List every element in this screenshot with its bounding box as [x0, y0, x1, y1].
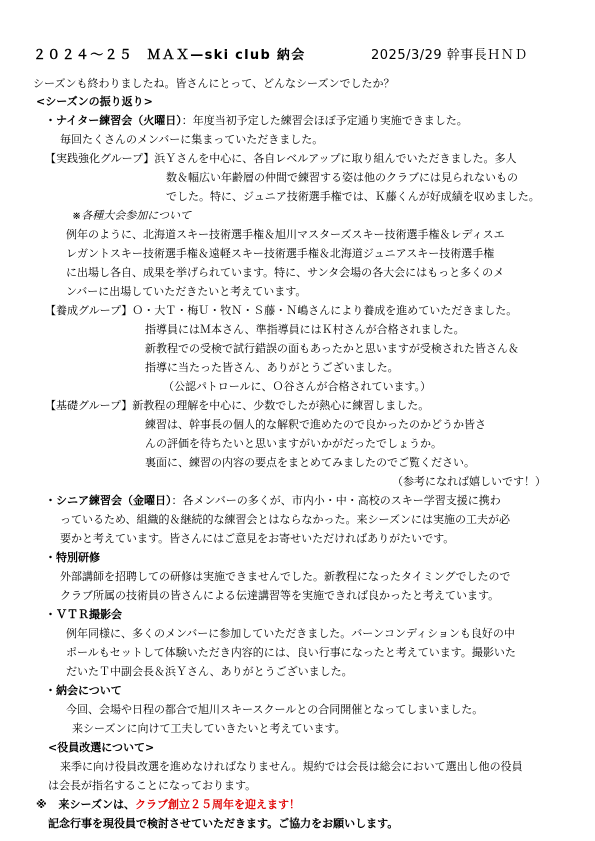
tournament-text-4: ンバーに出場していただきたいと考えています。	[66, 285, 307, 298]
senior-text-2: っているため、組織的＆継続的な練習会とはならなかった。来シーズンには実施の工夫が必	[60, 513, 511, 526]
party-text-2: 来シーズンに向けて工夫していきたいと考えています。	[72, 722, 346, 735]
basic-label: 【基礎グループ】	[45, 399, 133, 412]
date-author: 2025/3/29 幹事長ＨＮＤ	[371, 48, 528, 63]
basic-text-5: （参考になれば嬉しいです！）	[392, 475, 546, 488]
practical-text: 浜Ｙさんを中心に、各自レベルアップに取り組んでいただきました。多人	[154, 152, 517, 165]
practical-line	[45, 152, 516, 165]
party-text: 今回、会場や日程の都合で旭川スキースクールとの合同開催となってしまいました。	[66, 703, 484, 716]
special-label: ・特別研修	[45, 551, 100, 564]
senior-text-3: 要かと考えています。皆さんにはご意見をお寄せいただければありがたいです。	[60, 532, 455, 545]
tournament-text-3: に出場し各自、成果を挙げられています。特に、サンタ会場の各大会にはもっと多くのメ	[66, 266, 505, 279]
training-text-5: （公認パトロールに、Ｏ谷さんが合格されています。）	[163, 380, 432, 393]
practical-text-3: でした。特に、ジュニア技術選手権では、Ｋ藤くんが好成績を収めました。	[166, 190, 540, 203]
basic-text-3: んの評価を待ちたいと思いますがいかがだったでしょうか。	[145, 437, 442, 450]
officers-text-2: は会長が指名することになっております。	[48, 779, 257, 792]
footer-line-2: 記念行事を現役員で検討させていただきます。ご協力をお願いします。	[48, 817, 399, 830]
training-line	[45, 304, 517, 317]
training-text-2: 指導員にはＭ本さん、準指導員にはＫ村さんが合格されました。	[145, 323, 465, 336]
special-text-2: クラブ所属の技術員の皆さんによる伝達講習等を実施できれば良かったと考えています。	[60, 589, 500, 602]
special-text: 外部講師を招聘しての研修は実施できませんでした。新教程になったタイミングでしたので	[60, 570, 511, 583]
practical-text-2: 数＆幅広い年齢層の仲間で練習する姿は他のクラブには見られないもの	[166, 171, 518, 184]
vtr-label: ・ＶＴＲ撮影会	[45, 608, 122, 621]
basic-text-4: 裏面に、練習の内容の要点をまとめてみましたのでご覧ください。	[145, 456, 475, 469]
basic-text: 新教程の理解を中心に、少数でしたが熱心に練習しました。	[132, 399, 430, 412]
training-text-4: 指導に当たった皆さん、ありがとうございました。	[145, 361, 399, 374]
footer-line-1	[36, 798, 300, 811]
basic-line	[45, 399, 429, 412]
basic-text-2: 練習は、幹事長の個人的な解釈で進めたので良かったのかどうか皆さ	[145, 418, 486, 431]
nighter-label: ・ナイター練習会（火曜日）	[45, 114, 182, 127]
training-text-3: 新教程での受検で試行錯誤の面もあったかと思いますが受検された皆さん＆	[145, 342, 519, 355]
tournament-text: 例年のように、北海道スキー技術選手権＆旭川マスターズスキー技術選手権＆レディスエ	[66, 228, 505, 241]
nighter-text-2: 毎回たくさんのメンバーに集まっていただきました。	[60, 133, 324, 146]
tournament-text-2: レガントスキー技術選手権＆遠軽スキー技術選手権＆北海道ジュニアスキー技術選手権	[66, 247, 495, 260]
senior-text: ：各メンバーの多くが、市内小・中・高校のスキー学習支援に携わ	[171, 494, 501, 507]
vtr-text: 例年同様に、多くのメンバーに参加していただきました。バーンコンディションも良好の中	[66, 627, 515, 640]
intro-text: シーズンも終わりましたね。皆さんにとって、どんなシーズンでしたか？	[33, 77, 395, 90]
document-title: ２０２４～２５ ＭＡＸ—ski club 納会	[33, 48, 306, 63]
vtr-text-3: だいたＴ中副会長＆浜Ｙさん、ありがとうございました。	[66, 665, 353, 678]
tournament-note: ※各種大会参加について	[72, 209, 191, 222]
footer-mark: ※	[36, 798, 47, 811]
vtr-text-2: ポールもセットして体験いただき内容的には、良い行事になったと考えています。撮影いた	[66, 646, 516, 659]
anniversary-highlight: クラブ創立２５周年を迎えます！	[135, 798, 300, 811]
nighter-text: ：年度当初予定した練習会ほぼ予定通り実施できました。	[181, 114, 468, 127]
senior-line	[45, 494, 501, 507]
officers-heading: <役員改選について>	[48, 741, 155, 754]
officers-text: 来季に向け役員改選を進めなければなりません。規約では会長は総会において選出し他の役員	[60, 760, 523, 773]
party-label: ・納会について	[45, 684, 122, 697]
nighter-line	[45, 114, 468, 127]
senior-label: ・シニア練習会（金曜日）	[45, 494, 172, 507]
training-label: 【養成グループ】	[45, 304, 133, 317]
footer-line1-a: 来シーズンは、	[58, 798, 135, 811]
practical-label: 【実践強化グループ】	[45, 152, 155, 165]
review-heading: <シーズンの振り返り>	[36, 95, 153, 108]
training-text: Ｏ・大Ｔ・梅Ｕ・牧Ｎ・Ｓ藤・Ｎ嶋さんにより養成を進めていただきました。	[132, 304, 518, 317]
